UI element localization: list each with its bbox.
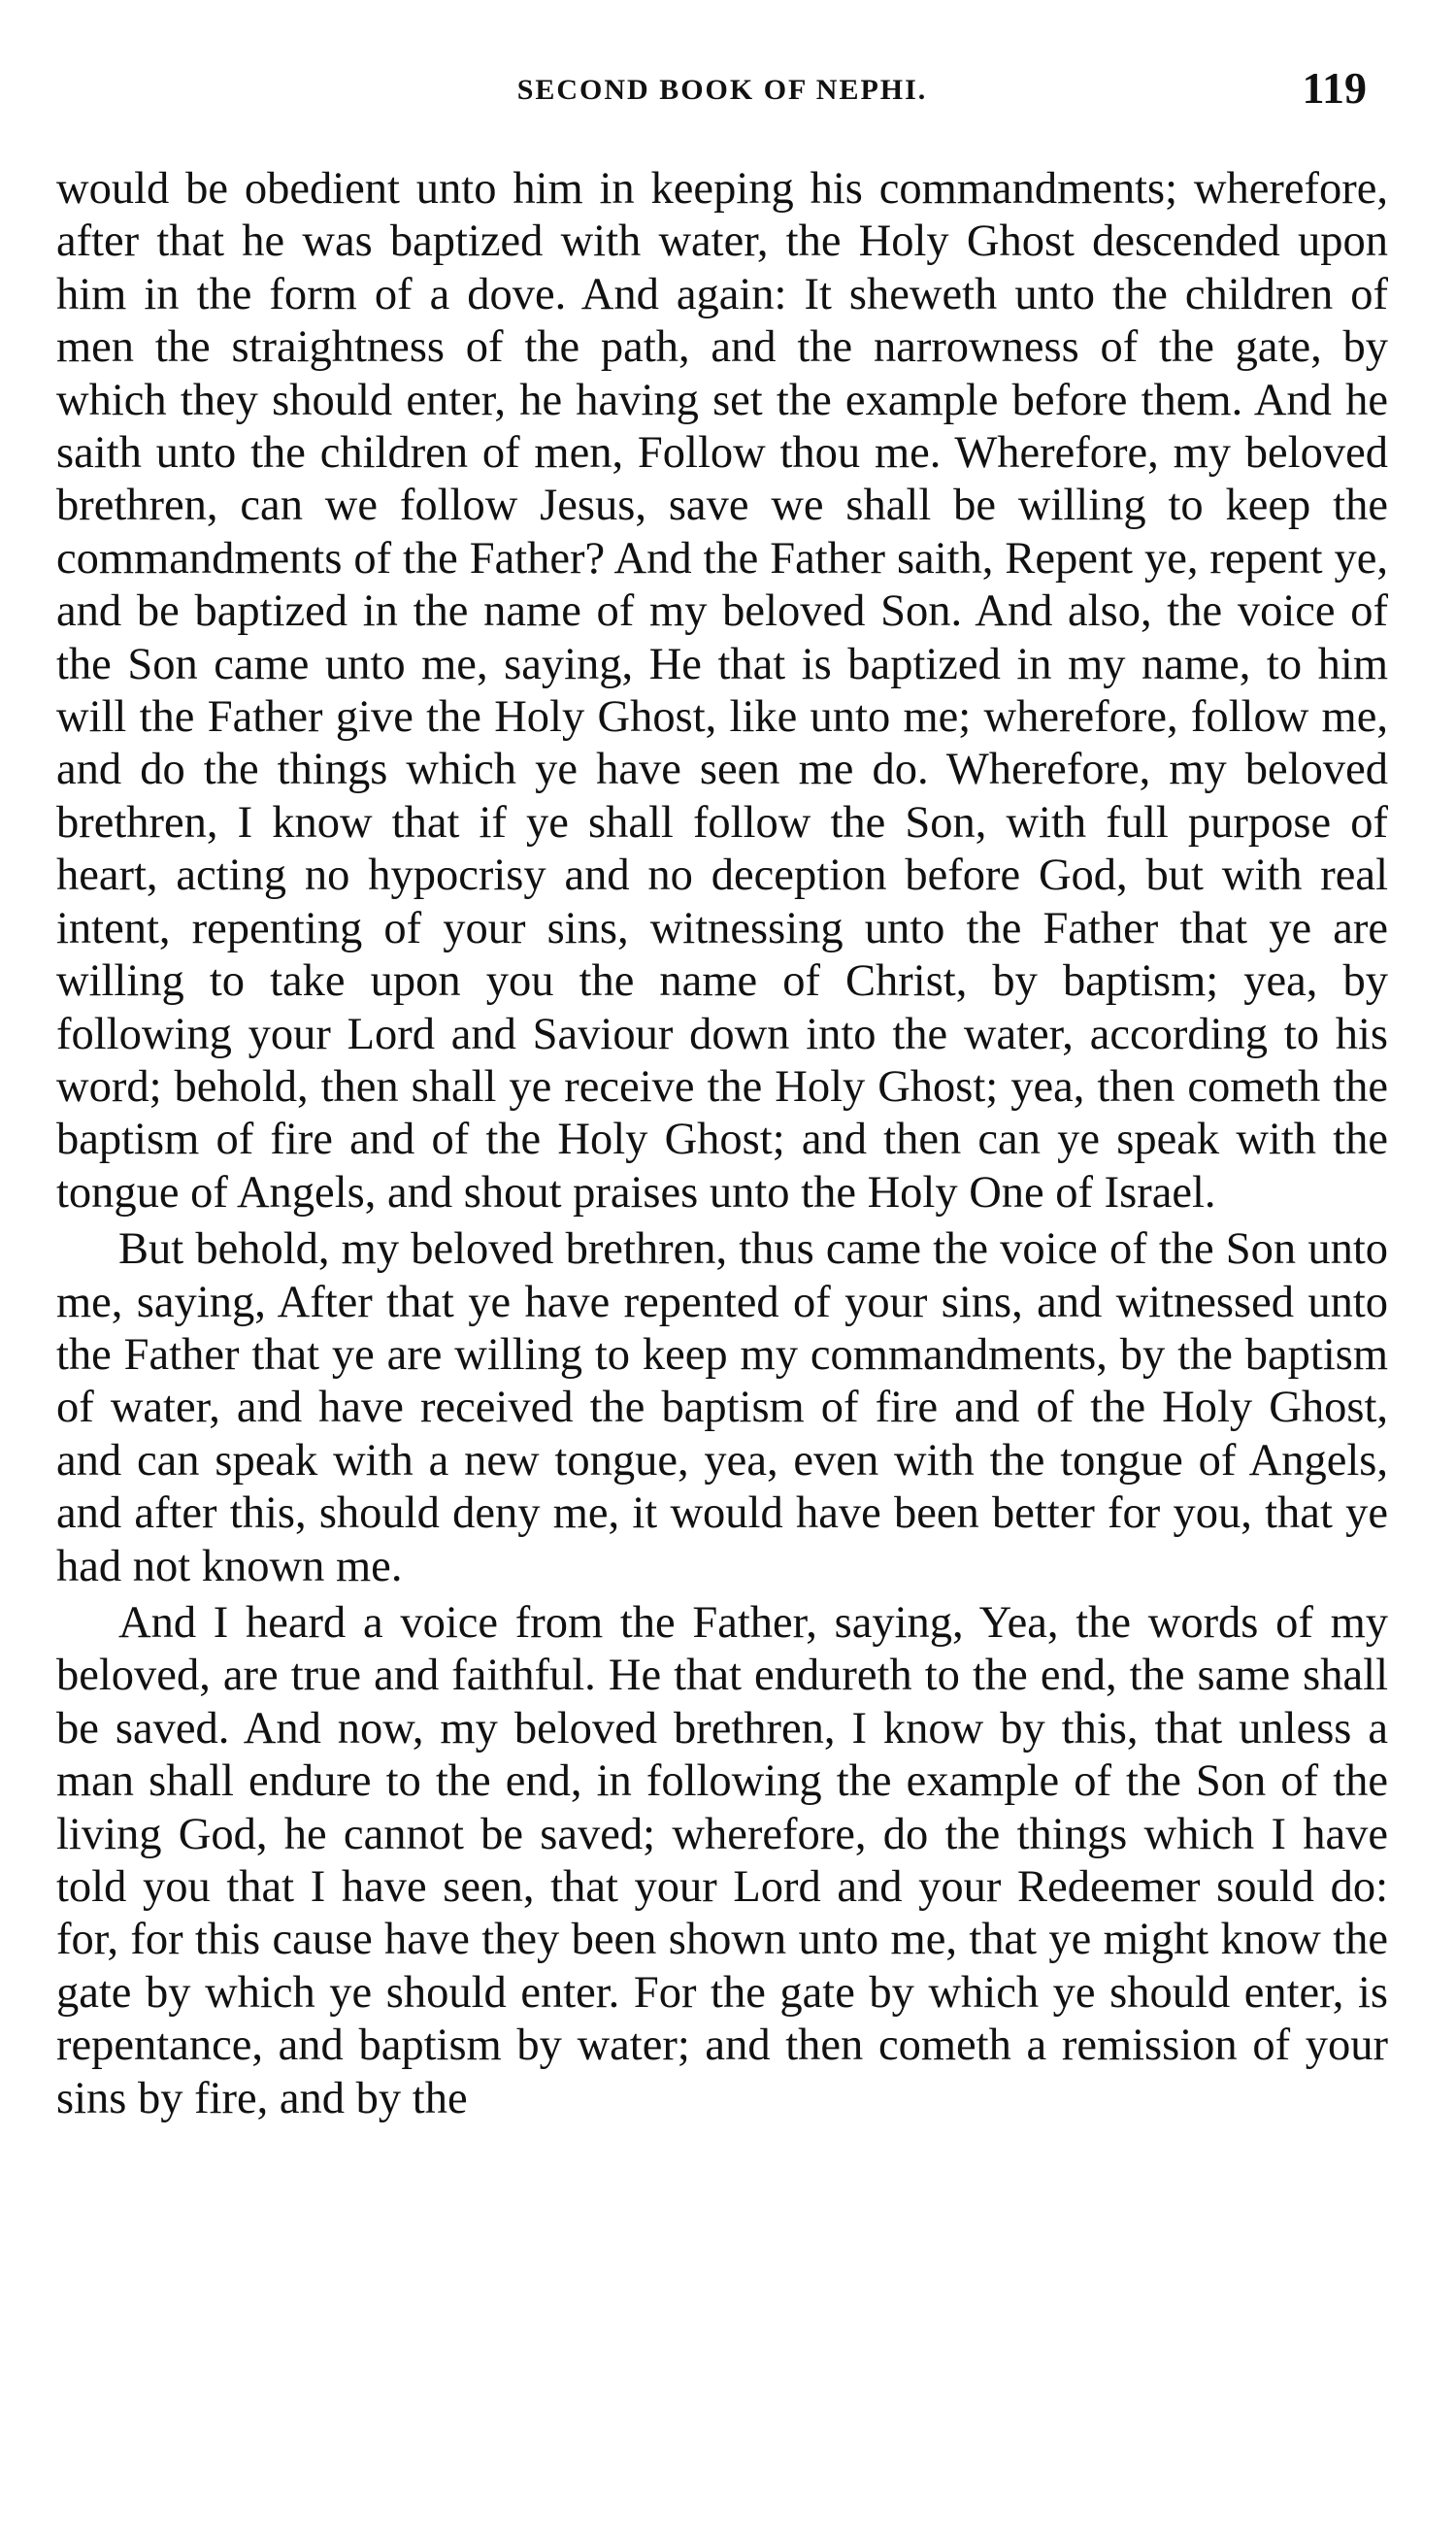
running-title: SECOND BOOK OF NEPHI. (516, 74, 928, 106)
paragraph-3: And I heard a voice from the Father, saying, Yea, the words of my beloved, are true and faithful. He that endureth to the end, the same shall be saved. And now, my beloved brethren, I know by this, that unless a man shall endure to the end, in following the example of the Son of the living God, he cannot be saved; wherefore, do the things which I have told you that I have seen, that your Lord and your Redeemer sould do: for, for this cause have they been shown unto me, that ye might know the gate by which ye should enter. For the gate by which ye should enter, is repentance, and baptism by water; and then cometh a remission of your sins by fire, and by the (56, 1597, 1388, 2123)
paragraph-2: But behold, my beloved brethren, thus came the voice of the Son unto me, saying, After that ye have repented of your sins, and witnessed unto the Father that ye are willing to keep my commandments, by the baptism of water, and have received the baptism of fire and of the Holy Ghost, and can speak with a new tongue, yea, even with the tongue of Angels, and after this, should deny me, it would have been better for you, that ye had not known me. (56, 1224, 1388, 1591)
paragraph-1: would be obedient unto him in keeping his commandments; wherefore, after that he was baptized with water, the Holy Ghost descended upon him in the form of a dove. And again: It sheweth unto the children of men the straightness of the path, and the narrowness of the gate, by which they should enter, he having set the example before them. And he saith unto the children of men, Follow thou me. Wherefore, my beloved brethren, can we follow Jesus, save we shall be willing to keep the commandments of the Father? And the Father saith, Repent ye, repent ye, and be baptized in the name of my beloved Son. And also, the voice of the Son came unto me, saying, He that is baptized in my name, to him will the Father give the Holy Ghost, like unto me; wherefore, follow me, and do the things which ye have seen me do. Wherefore, my beloved brethren, I know that if ye shall follow the Son, with full purpose of heart, acting no hypocrisy and no deception before God, but with real intent, repenting of your sins, witnessing unto the Father that ye are willing to take upon you the name of Christ, by baptism; yea, by following your Lord and Saviour down into the water, according to his word; behold, then shall ye receive the Holy Ghost; yea, then cometh the baptism of fire and of the Holy Ghost; and then can ye speak with the tongue of Angels, and shout praises unto the Holy One of Israel. (56, 164, 1388, 1218)
body-text (56, 163, 1388, 2125)
running-head (56, 60, 1388, 118)
page-number: 119 (1302, 63, 1367, 113)
